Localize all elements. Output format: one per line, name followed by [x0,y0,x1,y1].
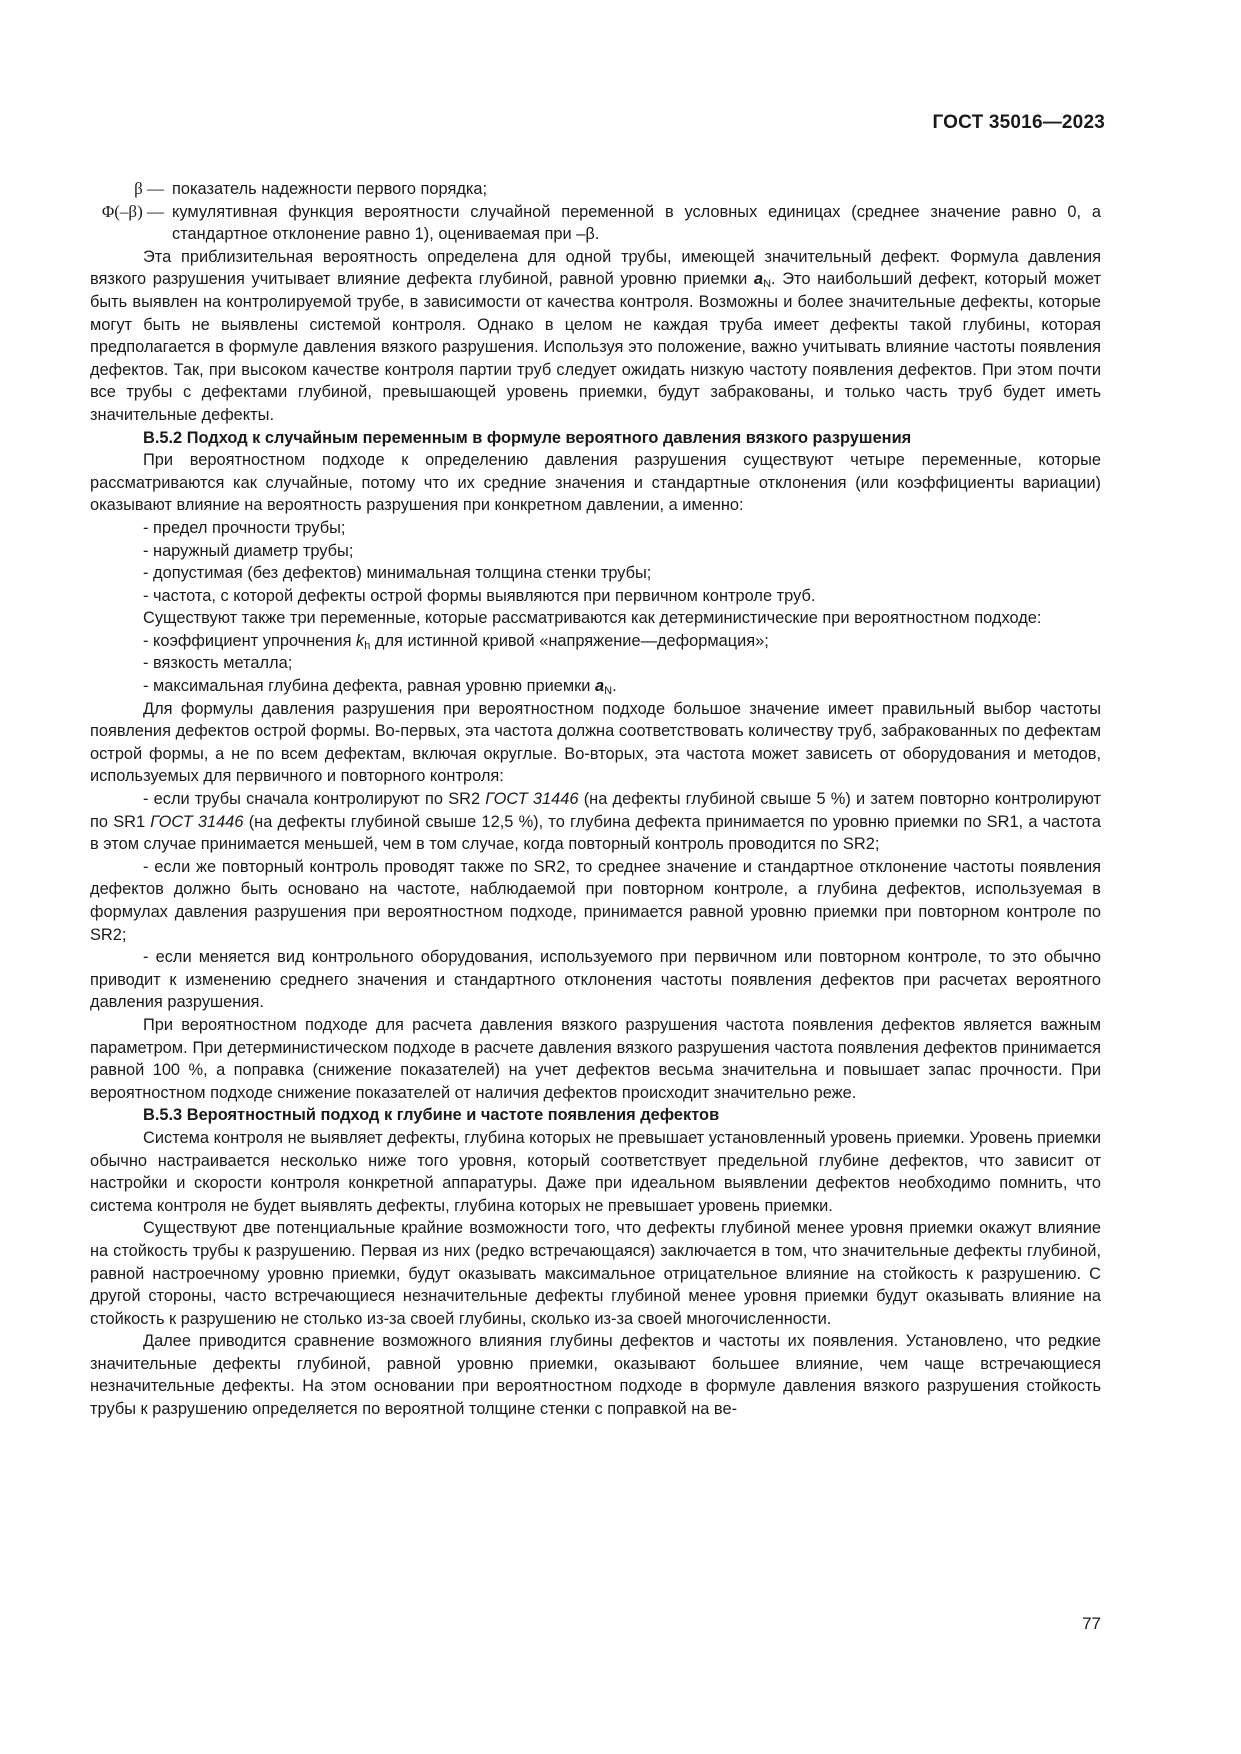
list-item: - предел прочности трубы; [143,518,346,537]
paragraph: Далее приводится сравнение возможного влияния глубины дефектов и частоты их появления. Установлено, что редкие значительные дефекты глубиной, равной уровню приемки, оказывают большее влияние, чем чаще встречающиеся незначительные дефекты. На этом основании при вероятностном подходе в формуле давления вязкого разрушения стойкость трубы к разрушению определяется по вероятной толщине стенки с поправкой на ве- [90,1332,1101,1419]
list-item: - наружный диаметр трубы; [143,541,354,560]
legend-text: кумулятивная функция вероятности случайной переменной в условных единицах (среднее значение равно 0, а стандартное отклонение равно 1), оцениваемая при –β. [172,202,1101,244]
paragraph: Существуют также три переменные, которые рассматриваются как детерминистические при вероятностном подходе: [143,609,1042,628]
paragraph: Система контроля не выявляет дефекты, глубина которых не превышает установленный уровень приемки. Уровень приемки обычно настраивается несколько ниже того уровня, который соответствует предельной глубине дефектов, что зависит от настройки и скорости контроля конкретной аппаратуры. Даже при идеальном выявлении дефектов необходимо помнить, что система контроля не будет выявлять дефекты, глубина которых не превышает уровень приемки. [90,1128,1101,1215]
paragraph: Эта приблизительная вероятность определена для одной трубы, имеющей значительный дефект. Формула давления вязкого разрушения учитывает влияние дефекта глубиной, равной уровню приемки $a_N$. Это наибольший дефект, который может быть выявлен на контролируемой трубе, в зависимости от качества контроля. Возможны и более значительные дефекты, которые могут быть не выявлены системой контроля. Однако в целом не каждая труба имеет дефекты такой глубины, которая предполагается в формуле давления вязкого разрушения. Используя это положение, важно учитывать влияние частоты появления дефектов. Так, при высоком качестве контроля партии труб следует ожидать низкую частоту появления дефектов. При этом почти все трубы с дефектами глубиной, превышающей уровень приемки, будут забракованы, и только часть труб будет иметь значительные дефекты. [90,247,1101,424]
legend-symbol: Φ(–β) — [101,201,164,221]
section-heading: В.5.3 Вероятностный подход к глубине и частоте появления дефектов [143,1106,720,1125]
page-body [90,178,1101,1421]
section-heading: В.5.2 Подход к случайным переменным в формуле вероятного давления вязкого разрушения [143,428,912,447]
legend-symbol: β — [134,179,164,198]
paragraph: Для формулы давления разрушения при вероятностном подходе большое значение имеет правильный выбор частоты появления дефектов острой формы. Во-первых, эта частота должна соответствовать количеству труб, забракованных по дефектам острой формы, а не по всем дефектам, включая округлые. Во-вторых, эта частота может зависеть от оборудования и методов, используемых для первичного и повторного контроля: [90,699,1101,786]
list-item: - вязкость металла; [143,654,293,673]
paragraph: - если меняется вид контрольного оборудования, используемого при первичном или повторном контроле, то это обычно приводит к изменению среднего значения и стандартного отклонения частоты появления дефектов при расчетах вероятного давления разрушения. [90,948,1101,1012]
list-item: - коэффициент упрочнения $k_h$ для истинной кривой «напряжение—деформация»; [143,631,769,652]
standard-reference: ГОСТ 31446 [485,790,579,809]
paragraph: - если трубы сначала контролируют по SR2 ГОСТ 31446 (на дефекты глубиной свыше 5 %) и затем повторно контролируют по SR1 ГОСТ 31446 (на дефекты глубиной свыше 12,5 %), то глубина дефекта принимается по уровню приемки по SR1, а частота в этом случае принимается меньшей, чем в том случае, когда повторный контроль проводится по SR2; [90,790,1102,854]
paragraph: - если же повторный контроль проводят также по SR2, то среднее значение и стандартное отклонение частоты появления дефектов должно быть основано на частоте, наблюдаемой при повторном контроле, а глубина дефектов, используемая в формулах давления разрушения при вероятностном подходе, принимается равной уровню приемки при повторном контроле по SR2; [90,857,1101,944]
symbol-legend [90,178,1101,246]
list-item: - частота, с которой дефекты острой формы выявляются при первичном контроле труб. [143,586,816,605]
list-item: - допустимая (без дефектов) минимальная толщина стенки трубы; [143,564,652,583]
standard-reference: ГОСТ 31446 [150,812,244,831]
page-number: 77 [1082,1614,1101,1633]
paragraph: Существуют две потенциальные крайние возможности того, что дефекты глубиной менее уровня приемки окажут влияние на стойкость трубы к разрушению. Первая из них (редко встречающаяся) заключается в том, что значительные дефекты глубиной, равной настроечному уровню приемки, будут оказывать максимальное отрицательное влияние на стойкость к разрушению. С другой стороны, часто встречающиеся незначительные дефекты глубиной менее уровня приемки будут оказывать влияние на стойкость к разрушению не столько из-за своей глубины, сколько из-за своей многочисленности. [90,1219,1101,1328]
legend-text: показатель надежности первого порядка; [172,180,488,198]
paragraph: При вероятностном подходе к определению давления разрушения существуют четыре переменные, которые рассматриваются как случайные, потому что их средние значения и стандартные отклонения (или коэффициенты вариации) оказывают влияние на вероятность разрушения при конкретном давлении, а именно: [90,451,1101,515]
list-item: - максимальная глубина дефекта, равная уровню приемки $a_N$. [143,677,617,698]
document-code: ГОСТ 35016—2023 [932,112,1105,133]
paragraph: При вероятностном подходе для расчета давления вязкого разрушения частота появления дефектов является важным параметром. При детерминистическом подходе в расчете давления вязкого разрушения частота появления дефектов принимается равной 100 %, а поправка (снижение показателей) на учет дефектов весьма значительна и повышает запас прочности. При вероятностном подходе снижение показателей от наличия дефектов происходит значительно реже. [90,1015,1101,1102]
